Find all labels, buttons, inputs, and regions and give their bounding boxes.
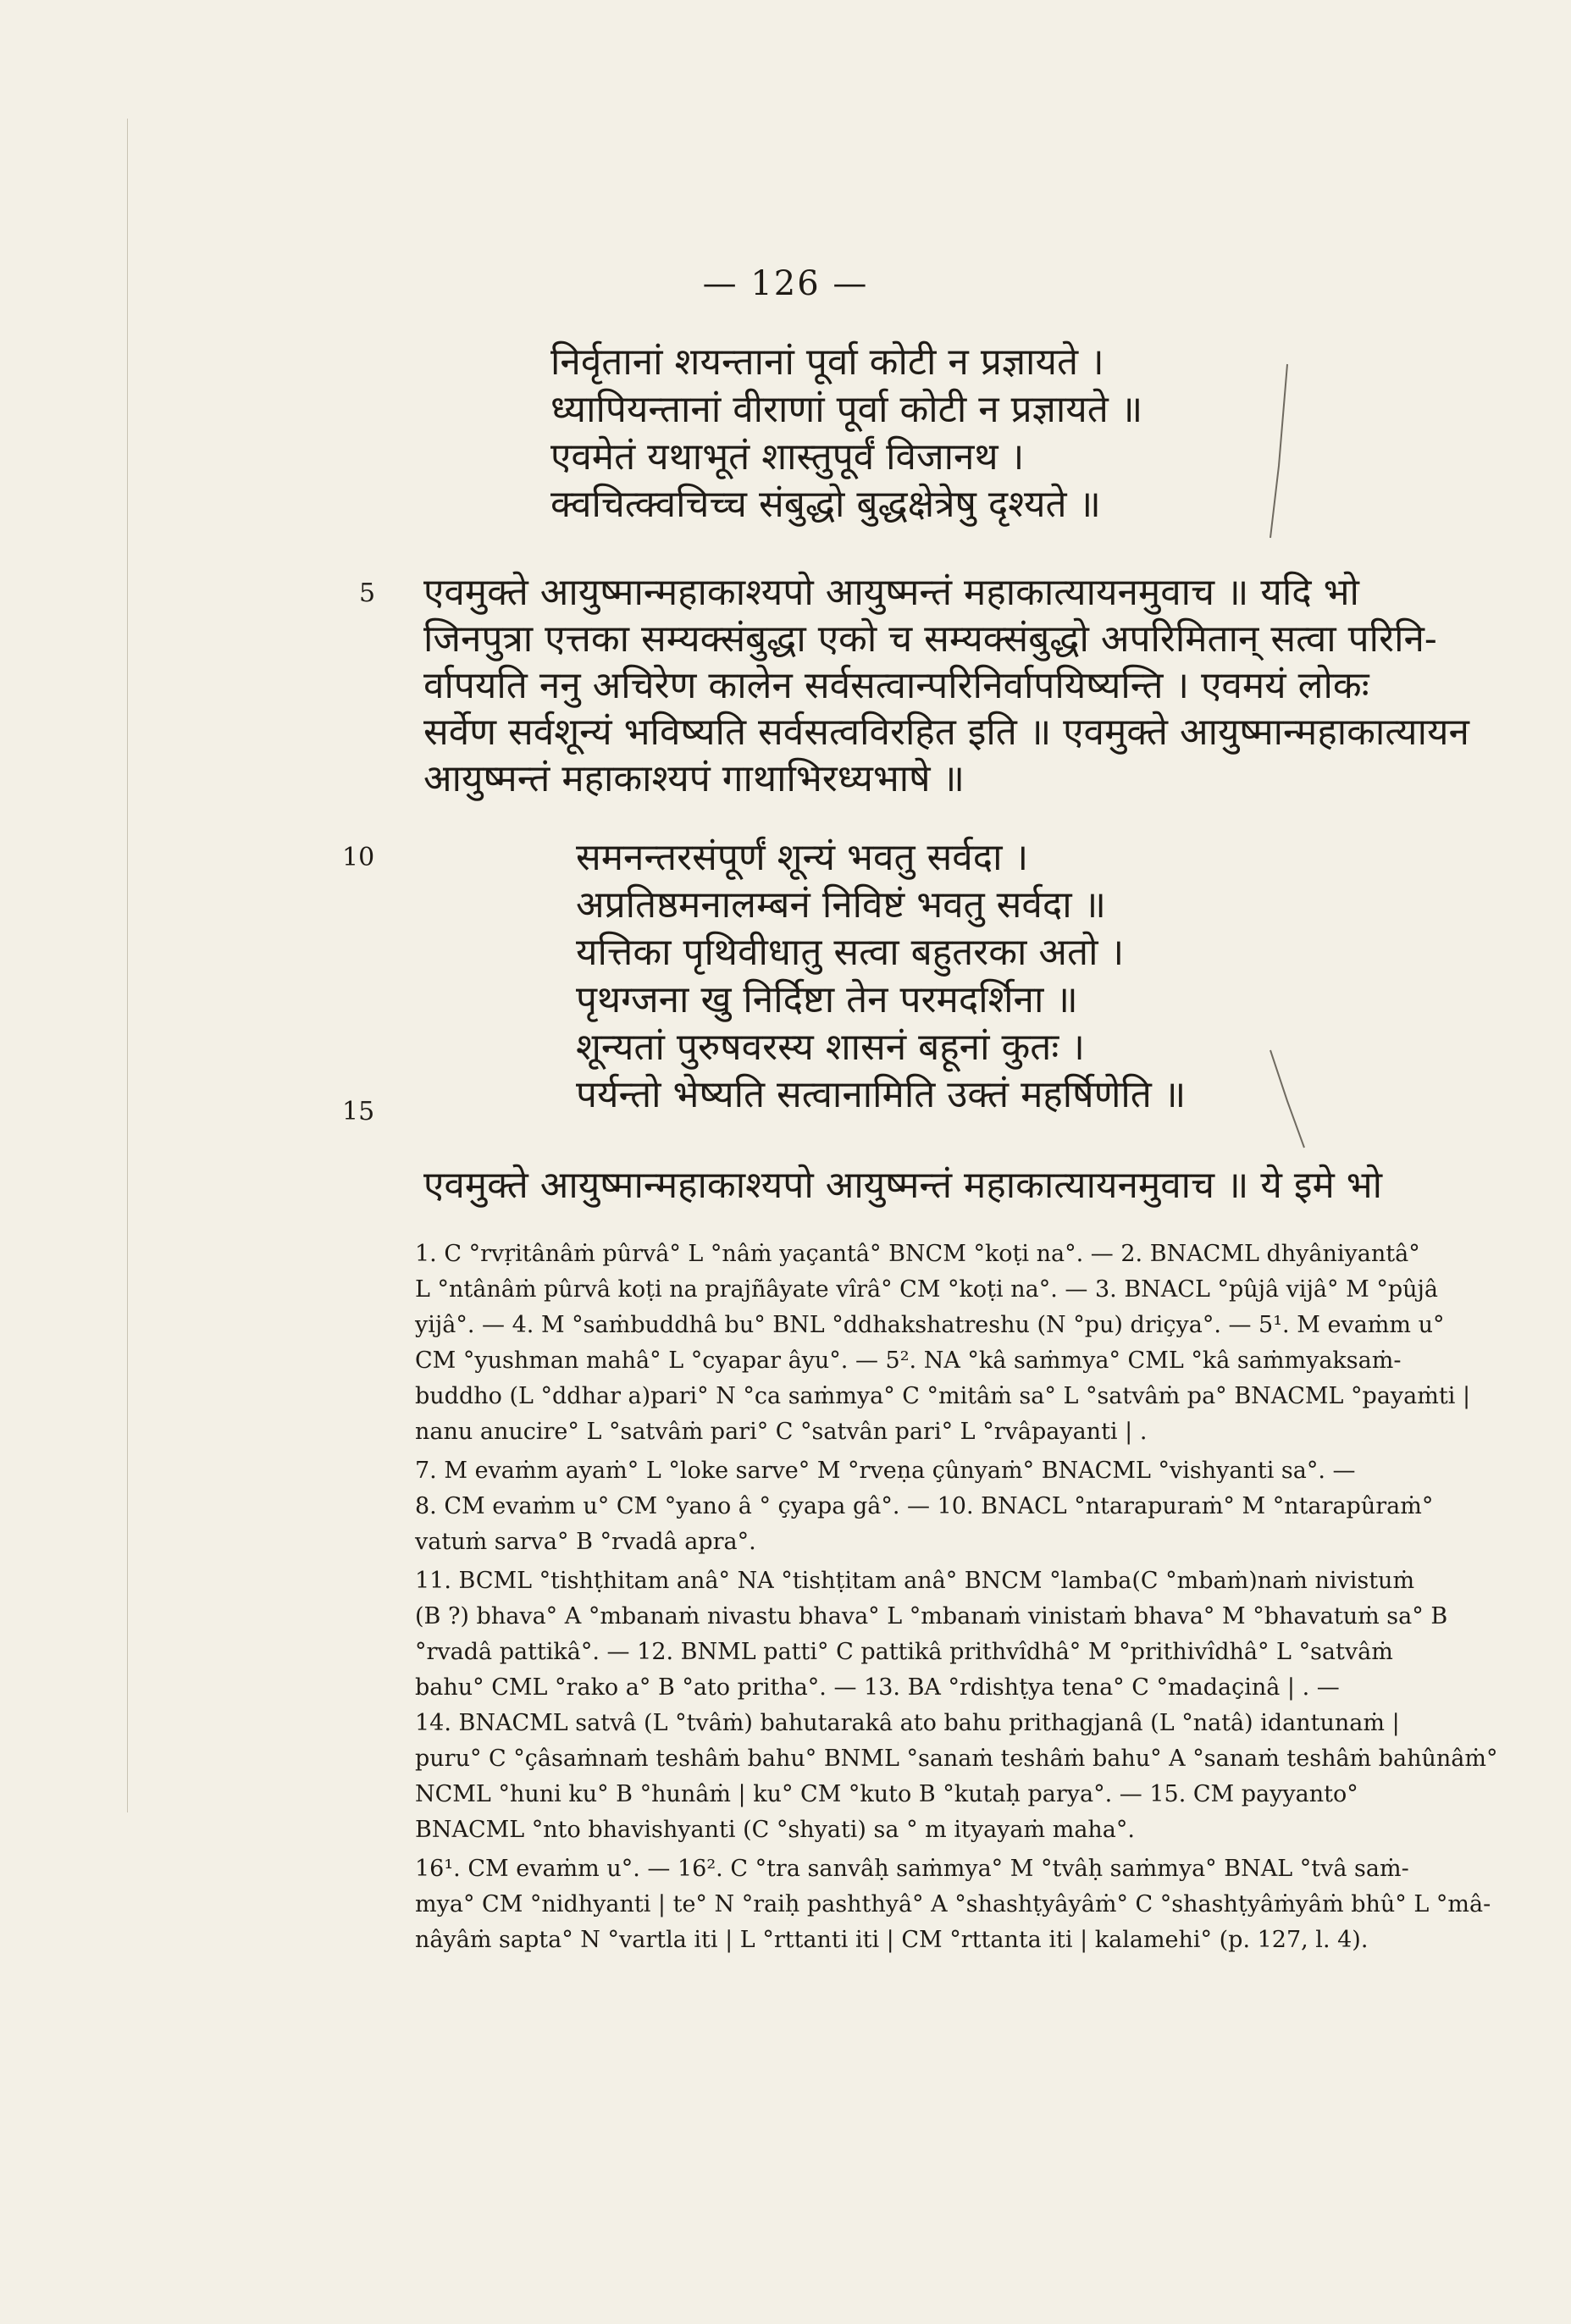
note-line: puru° C °çâsaṁnaṁ teshâṁ bahu° BNML °sanaṁ teshâṁ bahu° A °sanaṁ teshâṁ bahûnâṁ° xyxy=(415,1746,1498,1772)
note-paragraph xyxy=(381,1237,1482,1450)
pencil-mark xyxy=(1262,1042,1313,1160)
note-paragraph xyxy=(381,1453,1482,1560)
prose-line: सर्वेण सर्वशून्यं भविष्यति सर्वसत्वविरहित इति ॥ एवमुक्ते आयुष्मान्महाकात्यायन xyxy=(423,711,1469,754)
note-line: 1. C °rvṛitânâṁ pûrvâ° L °nâṁ yaçantâ° BNCM °koṭi na°. — 2. BNACML dhyâniyantâ° xyxy=(415,1241,1420,1267)
verse-line: यत्तिका पृथिवीधातु सत्वा बहुतरका अतो । xyxy=(576,931,1125,974)
note-line: °rvadâ pattikâ°. — 12. BNML patti° C pattikâ prithvîdhâ° M °prithivîdhâ° L °satvâṁ xyxy=(415,1639,1393,1665)
note-line: BNACML °nto bhavishyanti (C °shyati) sa ° m ityayaṁ maha°. xyxy=(415,1817,1135,1843)
note-line: 16¹. CM evaṁm u°. — 16². C °tra sanvâḥ saṁmya° M °tvâḥ saṁmya° BNAL °tvâ saṁ- xyxy=(415,1856,1409,1882)
verse-line: समनन्तरसंपूर्णं शून्यं भवतु सर्वदा । xyxy=(576,836,1029,879)
note-line: buddho (L °ddhar a)pari° N °ca saṁmya° C °mitâṁ sa° L °satvâṁ pa° BNACML °payaṁti | xyxy=(415,1383,1471,1409)
prose-line: जिनपुत्रा एत्तका सम्यक्संबुद्धा एको च सम्यक्संबुद्धो अपरिमितान् सत्वा परिनि- xyxy=(423,617,1437,661)
note-paragraph xyxy=(381,1563,1498,1848)
page-number: — 126 — xyxy=(702,264,869,303)
prose-line: एवमुक्ते आयुष्मान्महाकाश्यपो आयुष्मन्तं महाकात्यायनमुवाच ॥ यदि भो xyxy=(423,571,1359,614)
verse-line: पर्यन्तो भेष्यति सत्वानामिति उक्तं महर्षिणेति ॥ xyxy=(576,1073,1187,1116)
note-line: bahu° CML °rako a° B °ato pritha°. — 13. BA °rdishṭya tena° C °madaçinâ | . — xyxy=(415,1674,1340,1701)
prose-line: एवमुक्ते आयुष्मान्महाकाश्यपो आयुष्मन्तं महाकात्यायनमुवाच ॥ ये इमे भो xyxy=(423,1164,1383,1207)
note-line: (B ?) bhava° A °mbanaṁ nivastu bhava° L °mbanaṁ vinistaṁ bhava° M °bhavatuṁ sa° B xyxy=(415,1603,1448,1630)
note-line: L °ntânâṁ pûrvâ koṭi na prajñâyate vîrâ° CM °koṭi na°. — 3. BNACL °pûjâ vijâ° M °pûjâ xyxy=(415,1276,1438,1303)
note-line: mya° CM °nidhyanti | te° N °raiḥ pashthyâ° A °shashṭyâyâṁ° C °shashṭyâṁyâṁ bhû° L °mâ- xyxy=(415,1891,1491,1917)
verse-line: एवमेतं यथाभूतं शास्तुपूर्वं विजानथ । xyxy=(550,435,1025,479)
verse-line: निर्वृतानां शयन्तानां पूर्वा कोटी न प्रज्ञायते । xyxy=(550,340,1104,384)
verse-line: क्वचित्क्वचिच्च संबुद्धो बुद्धक्षेत्रेषु दृश्यते ॥ xyxy=(550,483,1101,526)
verse-line: पृथग्जना खु निर्दिष्टा तेन परमदर्शिना ॥ xyxy=(576,978,1078,1021)
note-paragraph xyxy=(381,1851,1491,1958)
line-number-15: 15 xyxy=(342,1097,375,1126)
note-line: nanu anucire° L °satvâṁ pari° C °satvân pari° L °rvâpayanti | . xyxy=(415,1419,1148,1445)
critical-apparatus xyxy=(381,1237,1498,1962)
note-line: NCML °huni ku° B °hunâṁ | ku° CM °kuto B °kutaḥ parya°. — 15. CM payyanto° xyxy=(415,1781,1358,1807)
line-number-10: 10 xyxy=(342,843,375,872)
prose-block xyxy=(423,569,1469,802)
note-line: 7. M evaṁm ayaṁ° L °loke sarve° M °rveṇa çûnyaṁ° BNACML °vishyanti sa°. — xyxy=(415,1458,1356,1484)
prose-line: र्वापयति ननु अचिरेण कालेन सर्वसत्वान्परिनिर्वापयिष्यन्ति । एवमयं लोकः xyxy=(423,664,1369,707)
note-line: 14. BNACML satvâ (L °tvâṁ) bahutarakâ ato bahu prithagjanâ (L °natâ) idantunaṁ | xyxy=(415,1710,1400,1736)
line-number-5: 5 xyxy=(359,578,376,608)
note-line: 8. CM evaṁm u° CM °yano â ° çyapa gâ°. — 10. BNACL °ntarapuraṁ° M °ntarapûraṁ° xyxy=(415,1493,1434,1519)
prose-last-block xyxy=(423,1162,1465,1209)
note-line: nâyâṁ sapta° N °vartla iti | L °rttanti iti | CM °rttanta iti | kalamehi° (p. 127, l. 4). xyxy=(415,1927,1369,1953)
verse-line: शून्यतां पुरुषवरस्य शासनं बहूनां कुतः । xyxy=(576,1026,1085,1069)
verse-line: ध्यापियन्तानां वीराणां पूर्वा कोटी न प्रज्ञायते ॥ xyxy=(550,388,1143,431)
pencil-mark xyxy=(1253,356,1304,559)
note-line: yijâ°. — 4. M °saṁbuddhâ bu° BNL °ddhakshatreshu (N °pu) driçya°. — 5¹. M evaṁm u° xyxy=(415,1312,1445,1338)
verse-line: अप्रतिष्ठमनालम्बनं निविष्टं भवतु सर्वदा ॥ xyxy=(576,883,1106,927)
note-line: CM °yushman mahâ° L °cyapar âyu°. — 5². NA °kâ saṁmya° CML °kâ saṁmyaksaṁ- xyxy=(415,1347,1402,1374)
note-line: vatuṁ sarva° B °rvadâ apra°. xyxy=(415,1529,756,1555)
note-line: 11. BCML °tishṭhitam anâ° NA °tishṭitam anâ° BNCM °lamba(C °mbaṁ)naṁ nivistuṁ xyxy=(415,1568,1415,1594)
margin-rule xyxy=(127,119,128,1812)
prose-line: आयुष्मन्तं महाकाश्यपं गाथाभिरध्यभाषे ॥ xyxy=(423,757,965,800)
